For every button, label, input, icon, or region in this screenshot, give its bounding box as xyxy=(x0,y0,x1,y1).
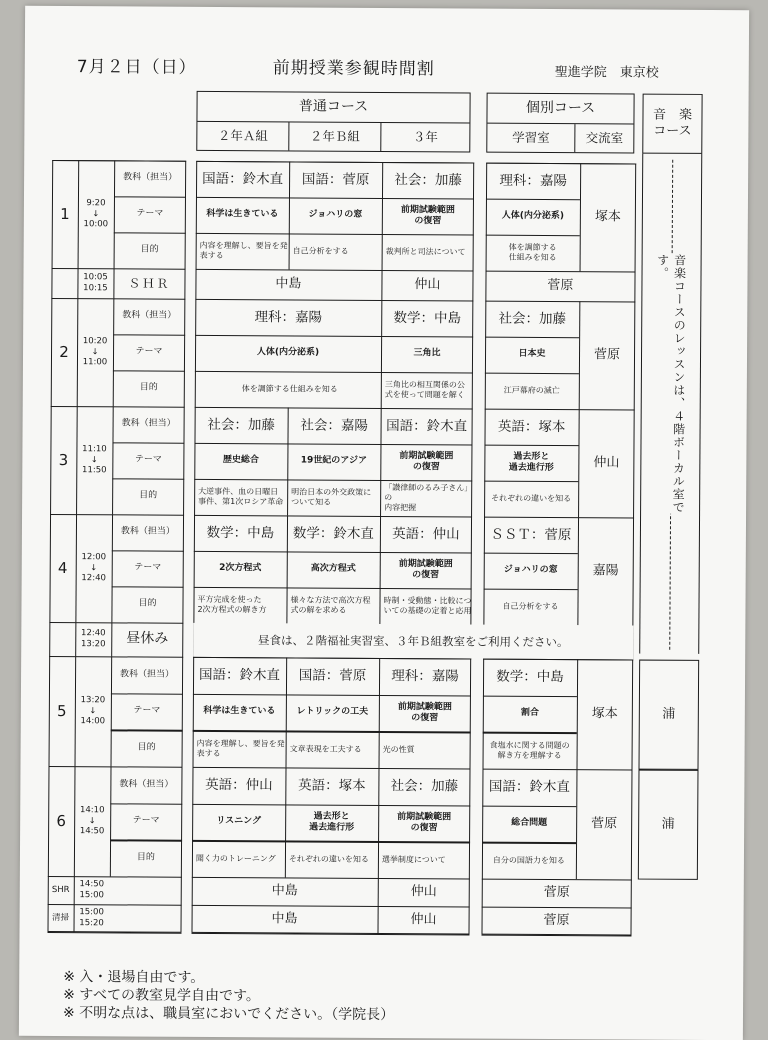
period-time: 11:10 ↓ 11:50 xyxy=(82,444,107,476)
lunch-label: 昼休み xyxy=(126,630,169,647)
music-teacher: 浦 xyxy=(638,770,699,880)
row-label-purpose: 目的 xyxy=(140,244,159,255)
individual-theme: 割合 xyxy=(520,708,539,719)
lesson-purpose: 様々な方法で高次方程 式の解を求める xyxy=(290,595,371,615)
shr2-teacher-individual: 菅原 xyxy=(543,884,570,901)
individual-subject: 理科：嘉陽 xyxy=(499,172,567,189)
individual-course-title: 個別コース xyxy=(487,94,633,125)
study-room-header: 学習室 xyxy=(487,124,575,153)
shr2-teacher-2nd-year: 中島 xyxy=(271,883,298,899)
row-label-theme: テーマ xyxy=(133,705,161,716)
lesson-subject: 数学：中島 xyxy=(393,309,462,327)
shr-teacher-2nd-year: 中島 xyxy=(275,276,302,292)
shr-time: 10:05 10:15 xyxy=(83,272,108,294)
individual-subject: 国語：鈴木直 xyxy=(488,778,570,796)
school-name: 聖進学院 東京校 xyxy=(554,65,659,81)
lesson-purpose: 光の性質 xyxy=(382,744,415,754)
class-2a-header: ２年Ａ組 xyxy=(197,122,289,151)
individual-course-header xyxy=(486,93,634,154)
lesson-subject: 数学：中島 xyxy=(206,524,275,541)
lesson-subject: 社会：嘉陽 xyxy=(300,417,368,434)
lesson-subject: 国語：菅原 xyxy=(301,171,370,188)
individual-purpose: 江戸幕府の滅亡 xyxy=(503,385,560,396)
period-number: 4 xyxy=(57,558,68,577)
row-label-subject: 教科（担当） xyxy=(122,310,177,322)
lesson-subject: 理科：嘉陽 xyxy=(391,667,459,685)
individual-theme: ジョハリの窓 xyxy=(503,565,558,576)
rule-line xyxy=(47,932,181,934)
row-label-subject: 教科（担当） xyxy=(121,418,176,430)
lesson-subject: 英語：塚本 xyxy=(298,777,366,794)
rule-line xyxy=(481,935,631,937)
footer-note-2: ※ すべての教室見学自由です。 xyxy=(63,987,260,1005)
lesson-subject: 理科：嘉陽 xyxy=(254,308,323,326)
lesson-theme: 2次方程式 xyxy=(219,563,262,574)
lesson-theme: 科学は生きている xyxy=(203,706,276,717)
lesson-purpose: 「讃律師のるみ子さん」の 内容把握 xyxy=(384,483,473,513)
regular-course-title: 普通コース xyxy=(197,92,469,124)
class-2b-header: ２年Ｂ組 xyxy=(289,122,381,151)
row-label-subject: 教科（担当） xyxy=(120,526,175,538)
individual-purpose: 自分の国語力を知る xyxy=(492,855,565,865)
clean-teacher-individual: 菅原 xyxy=(543,912,570,929)
lesson-theme: 19世紀のアジア xyxy=(300,455,367,467)
music-teacher: 浦 xyxy=(638,660,699,770)
lesson-theme: 人体(内分泌系) xyxy=(256,347,320,358)
music-lesson-note: 音楽コースのレッスンは、４階ボーカル室です。 xyxy=(655,253,687,514)
timetable-rows xyxy=(25,6,749,10)
date-heading: 7月２日（日） xyxy=(76,57,197,78)
lesson-subject: 社会：加藤 xyxy=(394,171,462,189)
lesson-theme: 過去形と 過去進行形 xyxy=(309,811,355,833)
exchange-room-teacher: 菅原 xyxy=(591,816,618,832)
row-label-subject: 教科（担当） xyxy=(120,669,175,680)
individual-theme: 人体(内分泌系) xyxy=(501,211,565,222)
individual-subject: ＳＳＴ：菅原 xyxy=(490,526,572,543)
row-label-theme: テーマ xyxy=(134,454,162,466)
class-3-header: ３年 xyxy=(412,129,438,145)
exchange-room-teacher: 塚本 xyxy=(591,706,618,722)
row-label-purpose: 目的 xyxy=(136,852,155,863)
individual-theme: 日本史 xyxy=(518,349,546,360)
shr-teacher-individual: 菅原 xyxy=(547,277,574,294)
footer-note-3: ※ 不明な点は、職員室においでください。（学院長） xyxy=(62,1005,395,1024)
period-time: 10:20 ↓ 11:00 xyxy=(82,336,108,368)
lesson-purpose: 大逆事件、血の日曜日 事件、第1次ロシア革命 xyxy=(198,486,284,507)
period-time: 13:20 ↓ 14:00 xyxy=(80,695,106,727)
regular-course-header xyxy=(196,91,470,153)
lesson-purpose: それぞれの違いを知る xyxy=(288,854,369,864)
lesson-theme: 前期試験範囲 の復習 xyxy=(399,450,454,473)
lesson-subject: 国語：鈴木直 xyxy=(199,666,281,684)
clean-teacher-2nd-year: 中島 xyxy=(271,911,298,927)
page-title: 前期授業参観時間割 xyxy=(272,58,435,80)
lesson-purpose: 三角比の相互関係の公 式を使って問題を解く xyxy=(384,380,465,400)
period-number: 6 xyxy=(56,811,66,830)
row-label-purpose: 目的 xyxy=(137,742,156,753)
row-label-purpose: 目的 xyxy=(139,490,158,501)
clean-teacher-3rd-year: 仲山 xyxy=(410,912,437,928)
lesson-theme: リスニング xyxy=(216,816,262,827)
exchange-room-teacher: 塚本 xyxy=(594,209,621,225)
lesson-purpose: 自己分析をする xyxy=(292,246,349,256)
lesson-theme: 前期試験範囲 の復習 xyxy=(400,204,455,227)
timetable-sheet xyxy=(19,6,749,1040)
individual-theme: 総合問題 xyxy=(511,818,548,829)
period-number: 1 xyxy=(60,204,70,223)
lesson-theme: 歴史総合 xyxy=(222,455,259,466)
row-label-theme: テーマ xyxy=(134,562,162,574)
lesson-subject: 社会：加藤 xyxy=(207,416,275,433)
period-time: 14:10 ↓ 14:50 xyxy=(79,805,105,837)
individual-theme: 過去形と 過去進行形 xyxy=(508,451,554,474)
shr-label: ＳＨＲ xyxy=(128,275,171,291)
rule-line xyxy=(77,268,78,298)
lesson-theme: 三角比 xyxy=(413,348,441,359)
lesson-subject: 国語：菅原 xyxy=(298,667,367,684)
lesson-theme: 前期試験範囲 の復習 xyxy=(398,558,453,581)
row-label-theme: テーマ xyxy=(136,208,164,220)
lesson-purpose: 裁判所と司法について xyxy=(385,247,466,257)
individual-purpose: それぞれの違いを知る xyxy=(491,493,572,504)
period-number: 5 xyxy=(57,701,67,720)
lesson-theme: 高次方程式 xyxy=(310,563,356,575)
period-number: 3 xyxy=(58,450,69,469)
lesson-theme: 前期試験範囲 の復習 xyxy=(397,811,452,834)
shr2-teacher-3rd-year: 仲山 xyxy=(410,884,437,900)
lesson-subject: 英語：仲山 xyxy=(392,525,460,543)
lesson-theme: 前期試験範囲 の復習 xyxy=(397,701,452,724)
lesson-purpose: 平方完成を使った 2次方程式の解き方 xyxy=(197,594,267,615)
lesson-theme: ジョハリの窓 xyxy=(308,209,363,221)
individual-subject: 社会：加藤 xyxy=(498,310,567,327)
lesson-purpose: 内容を理解し、要旨を発 表する xyxy=(199,240,288,261)
individual-subject: 数学：中島 xyxy=(496,668,564,685)
lesson-purpose: 体を調節する仕組みを知る xyxy=(241,384,338,394)
row-label-subject: 教科（担当） xyxy=(119,779,174,790)
lesson-purpose: 文章表現を工夫する xyxy=(289,744,362,754)
row-label-purpose: 目的 xyxy=(138,598,157,609)
lesson-theme: レトリックの工夫 xyxy=(296,706,369,718)
lesson-theme: 科学は生きている xyxy=(206,209,279,220)
music-note-wrap xyxy=(644,254,698,514)
lesson-subject: 国語：鈴木直 xyxy=(386,417,468,435)
individual-purpose: 自己分析をする xyxy=(502,601,559,612)
clean-label: 清掃 xyxy=(52,912,70,923)
lesson-subject: 社会：加藤 xyxy=(390,777,459,795)
exchange-room-teacher: 仲山 xyxy=(593,455,620,471)
individual-purpose: 体を調節する 仕組みを知る xyxy=(508,242,557,263)
period-time: 12:00 ↓ 12:40 xyxy=(81,552,107,584)
lesson-subject: 国語：鈴木直 xyxy=(202,170,284,187)
lesson-purpose: 内容を理解し、要旨を発 表する xyxy=(196,738,285,758)
individual-purpose: 食塩水に関する問題の 解き方を理解する xyxy=(489,740,570,760)
row-label-theme: テーマ xyxy=(135,346,163,358)
shr2-label: SHR xyxy=(51,884,70,895)
footer-note-1: ※ 入・退場自由です。 xyxy=(63,969,205,986)
shr-teacher-3rd-year: 仲山 xyxy=(414,277,441,293)
exchange-room-teacher: 嘉陽 xyxy=(592,563,619,579)
period-time: 9:20 ↓ 10:00 xyxy=(83,198,109,230)
lesson-purpose: 時制・受動態・比較につ いての基礎の定着と応用 xyxy=(383,595,472,616)
rule-line xyxy=(75,622,77,656)
lesson-subject: 英語：仲山 xyxy=(205,776,273,794)
shr2-time: 14:50 15:00 xyxy=(79,879,105,901)
individual-subject: 英語：塚本 xyxy=(497,418,566,435)
lesson-purpose: 聞く力のトレーニング xyxy=(195,853,276,864)
exchange-room-header: 交流室 xyxy=(585,130,624,146)
music-course-header: 音 楽 コース xyxy=(642,94,702,154)
row-label-purpose: 目的 xyxy=(139,382,158,393)
row-label-theme: テーマ xyxy=(132,815,160,826)
clean-time: 15:00 15:20 xyxy=(79,907,104,929)
lesson-purpose: 明治日本の外交政策に ついて知る xyxy=(291,487,372,507)
row-label-subject: 教科（担当） xyxy=(123,172,178,184)
lesson-purpose: 選挙制度について xyxy=(381,854,446,865)
exchange-room-teacher: 菅原 xyxy=(593,347,621,363)
lesson-subject: 数学：鈴木直 xyxy=(292,525,374,542)
period-number: 2 xyxy=(59,342,69,361)
lunch-note: 昼食は、２階福祉実習室、３年Ｂ組教室をご利用ください。 xyxy=(193,623,633,660)
lunch-time: 12:40 13:20 xyxy=(80,628,106,650)
